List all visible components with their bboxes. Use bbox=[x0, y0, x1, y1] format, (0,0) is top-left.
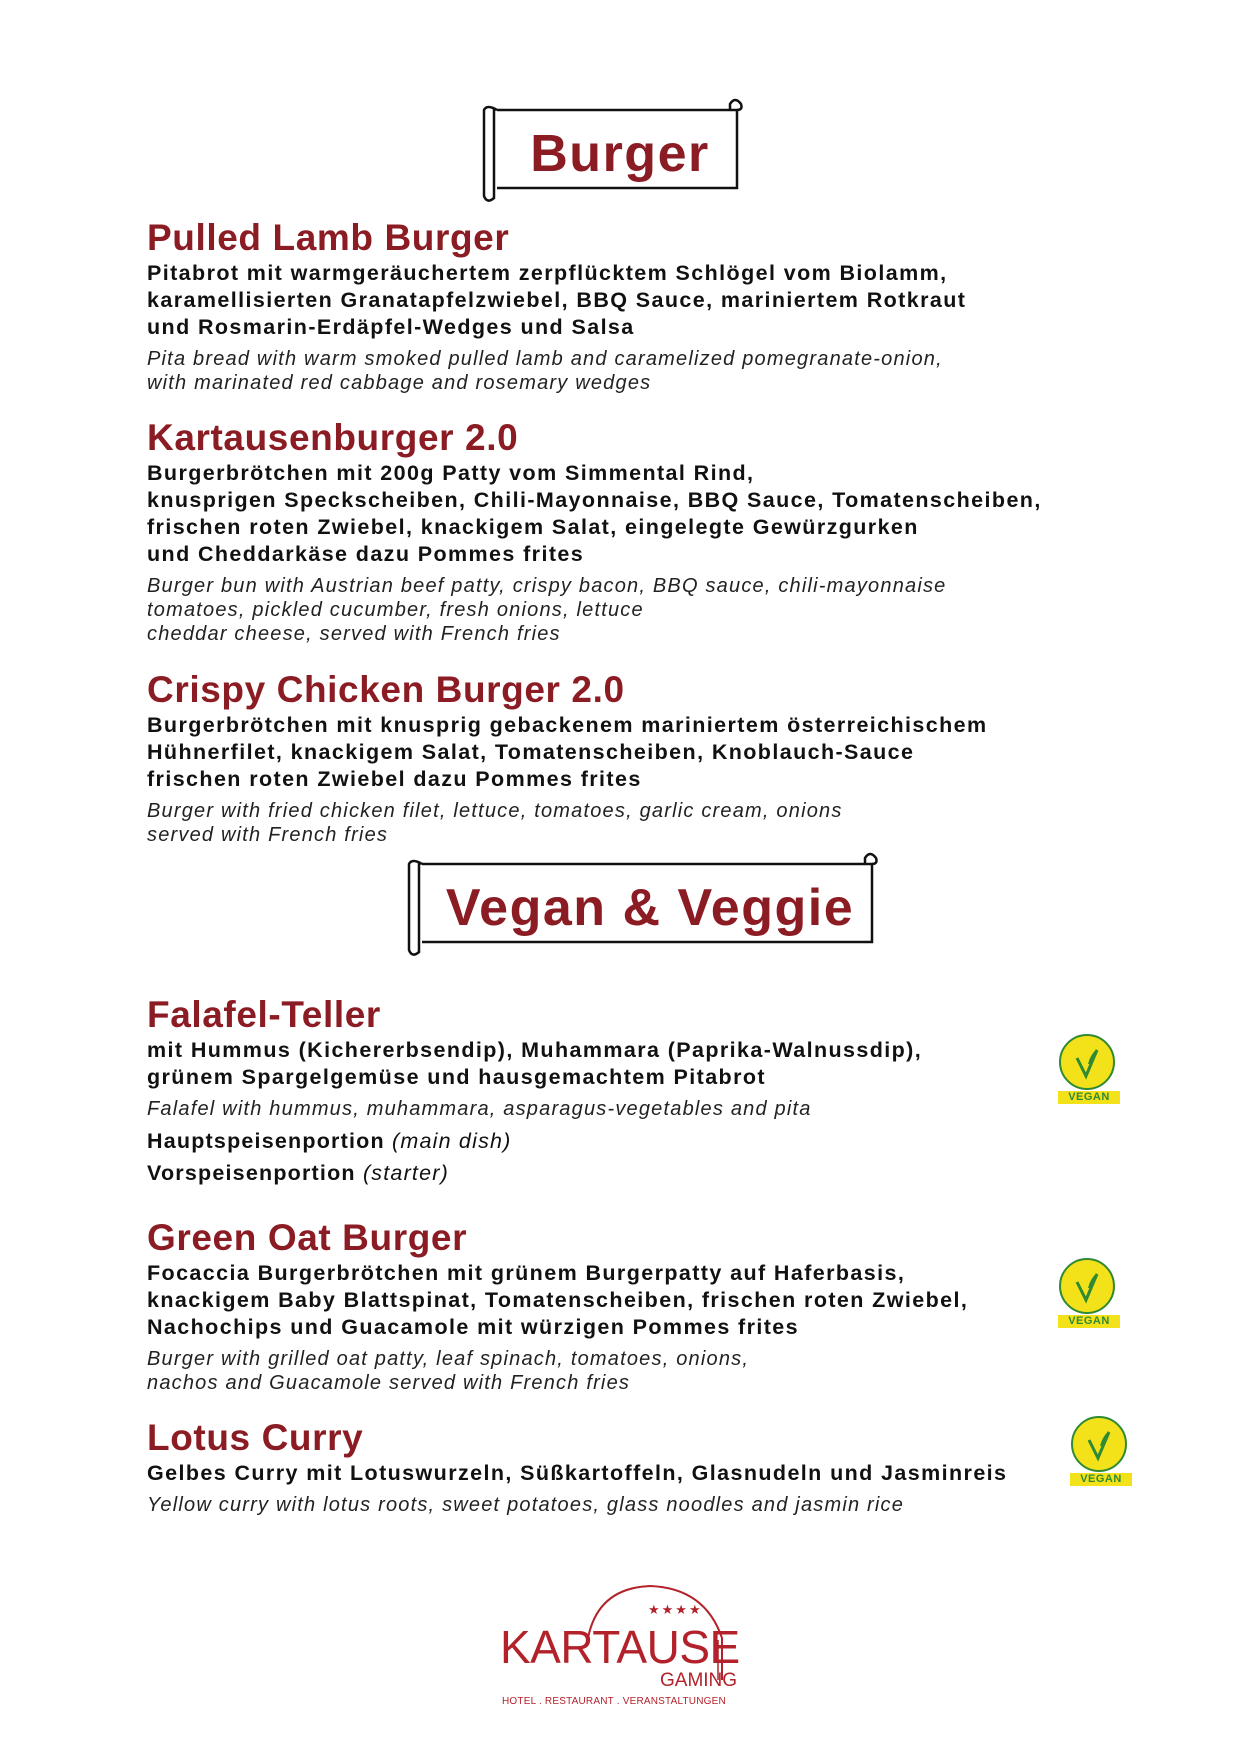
desc-line: Gelbes Curry mit Lotuswurzeln, Süßkartoffeln, Glasnudeln und Jasminreis bbox=[147, 1461, 1008, 1485]
portion-note: (starter) bbox=[362, 1161, 449, 1185]
desc-line: Burger bun with Austrian beef patty, crispy bacon, BBQ sauce, chili-mayonnaise bbox=[147, 575, 947, 597]
vegan-label: VEGAN bbox=[1058, 1315, 1120, 1328]
portion-option bbox=[147, 1157, 1107, 1189]
item-name: Crispy Chicken Burger 2.0 bbox=[147, 669, 625, 710]
kartause-logo bbox=[500, 1580, 740, 1710]
menu-item bbox=[147, 995, 1107, 1189]
menu-item bbox=[147, 218, 1107, 395]
item-name: Falafel-Teller bbox=[147, 994, 381, 1035]
desc-line: grünem Spargelgemüse und hausgemachtem Pitabrot bbox=[147, 1065, 766, 1089]
desc-line: knackigem Baby Blattspinat, Tomatenscheiben, frischen roten Zwiebel, bbox=[147, 1288, 969, 1312]
menu-item bbox=[147, 670, 1107, 847]
item-description-de bbox=[147, 712, 1107, 793]
desc-line: nachos and Guacamole served with French fries bbox=[147, 1372, 631, 1394]
item-description-en bbox=[147, 1097, 1107, 1121]
section-title: Vegan & Veggie bbox=[445, 879, 855, 937]
menu-item bbox=[147, 418, 1107, 646]
desc-line: Burger with grilled oat patty, leaf spinach, tomatoes, onions, bbox=[147, 1348, 750, 1370]
desc-line: Pitabrot mit warmgeräuchertem zerpflücktem Schlögel vom Biolamm, bbox=[147, 261, 948, 285]
desc-line: frischen roten Zwiebel, knackigem Salat, eingelegte Gewürzgurken bbox=[147, 515, 919, 539]
portion-option bbox=[147, 1125, 1107, 1157]
menu-item bbox=[147, 1418, 1147, 1517]
item-name: Green Oat Burger bbox=[147, 1217, 468, 1258]
desc-line: mit Hummus (Kichererbsendip), Muhammara (Paprika-Walnussdip), bbox=[147, 1038, 923, 1062]
item-description-de bbox=[147, 1260, 1107, 1341]
item-description-de bbox=[147, 1037, 1107, 1091]
item-name: Pulled Lamb Burger bbox=[147, 217, 510, 258]
desc-line: Yellow curry with lotus roots, sweet potatoes, glass noodles and jasmin rice bbox=[147, 1494, 905, 1516]
item-description-en bbox=[147, 799, 1107, 847]
item-description-en bbox=[147, 574, 1107, 646]
item-description-de bbox=[147, 460, 1107, 568]
section-title: Burger bbox=[530, 125, 710, 183]
desc-line: karamellisierten Granatapfelzwiebel, BBQ Sauce, mariniertem Rotkraut bbox=[147, 288, 967, 312]
item-name: Lotus Curry bbox=[147, 1417, 364, 1458]
desc-line: Burgerbrötchen mit knusprig gebackenem mariniertem österreichischem bbox=[147, 713, 988, 737]
desc-line: with marinated red cabbage and rosemary wedges bbox=[147, 372, 652, 394]
portion-label: Vorspeisenportion bbox=[147, 1161, 356, 1185]
desc-line: knusprigen Speckscheiben, Chili-Mayonnaise, BBQ Sauce, Tomatenscheiben, bbox=[147, 488, 1042, 512]
portion-label: Hauptspeisenportion bbox=[147, 1129, 385, 1153]
item-description-en bbox=[147, 1347, 1107, 1395]
vegan-leaf-icon bbox=[1071, 1416, 1127, 1472]
item-name: Kartausenburger 2.0 bbox=[147, 417, 519, 458]
portion-note: (main dish) bbox=[392, 1129, 512, 1153]
item-description-en bbox=[147, 347, 1107, 395]
logo-tagline: HOTEL . RESTAURANT . VERANSTALTUNGEN bbox=[502, 1696, 726, 1707]
desc-line: served with French fries bbox=[147, 824, 389, 846]
vegan-leaf-icon bbox=[1059, 1258, 1115, 1314]
desc-line: cheddar cheese, served with French fries bbox=[147, 623, 561, 645]
desc-line: und Rosmarin-Erdäpfel-Wedges und Salsa bbox=[147, 315, 635, 339]
desc-line: tomatoes, pickled cucumber, fresh onions, lettuce bbox=[147, 599, 644, 621]
desc-line: Pita bread with warm smoked pulled lamb and caramelized pomegranate-onion, bbox=[147, 348, 943, 370]
vegan-badge-icon bbox=[1058, 1258, 1120, 1328]
vegan-label: VEGAN bbox=[1058, 1091, 1120, 1104]
desc-line: Burger with fried chicken filet, lettuce, tomatoes, garlic cream, onions bbox=[147, 800, 843, 822]
desc-line: Nachochips und Guacamole mit würzigen Pommes frites bbox=[147, 1315, 800, 1339]
logo-brand: KARTAUSE bbox=[500, 1621, 740, 1673]
item-description-de bbox=[147, 260, 1107, 341]
vegan-leaf-icon bbox=[1059, 1034, 1115, 1090]
desc-line: Burgerbrötchen mit 200g Patty vom Simmental Rind, bbox=[147, 461, 755, 485]
desc-line: und Cheddarkäse dazu Pommes frites bbox=[147, 542, 585, 566]
vegan-badge-icon bbox=[1070, 1416, 1132, 1486]
desc-line: Focaccia Burgerbrötchen mit grünem Burgerpatty auf Haferbasis, bbox=[147, 1261, 906, 1285]
desc-line: Falafel with hummus, muhammara, asparagus-vegetables and pita bbox=[147, 1098, 812, 1120]
item-description-en bbox=[147, 1493, 1147, 1517]
section-heading-vegan bbox=[400, 852, 880, 957]
item-description-de bbox=[147, 1460, 1147, 1487]
logo-subbrand: GAMING bbox=[660, 1670, 738, 1691]
hotel-stars: ★★★★ bbox=[648, 1602, 703, 1617]
vegan-badge-icon bbox=[1058, 1034, 1120, 1104]
menu-item bbox=[147, 1218, 1107, 1395]
section-heading-burger bbox=[475, 98, 745, 203]
desc-line: Hühnerfilet, knackigem Salat, Tomatenscheiben, Knoblauch-Sauce bbox=[147, 740, 915, 764]
desc-line: frischen roten Zwiebel dazu Pommes frites bbox=[147, 767, 642, 791]
vegan-label: VEGAN bbox=[1070, 1473, 1132, 1486]
